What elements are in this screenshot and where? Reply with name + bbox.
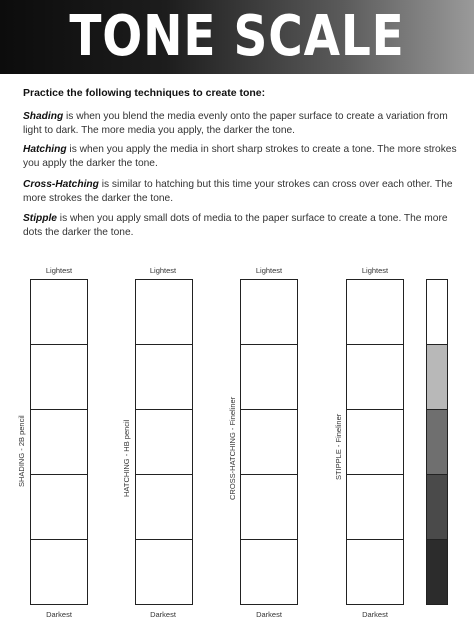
technique-term: Cross-Hatching [23,179,99,190]
column-side-label: CROSS-HATCHING - Fineliner [228,396,237,500]
tone-cell[interactable] [31,410,87,475]
tone-cell[interactable] [241,280,297,345]
column-top-label: Lightest [45,266,73,275]
column-side-label: HATCHING - HB pencil [122,419,131,497]
tone-cell[interactable] [136,345,192,410]
shading-tone-column[interactable] [30,279,88,605]
reference-grey-scale [426,279,448,605]
technique-shading [23,110,459,137]
tone-cell[interactable] [136,280,192,345]
page-title: TONE SCALE [69,4,405,69]
grey-swatch [427,540,447,604]
tone-cell[interactable] [31,345,87,410]
column-side-label: STIPPLE - Fineliner [334,413,343,480]
tone-cell[interactable] [136,475,192,540]
tone-cell[interactable] [347,410,403,475]
column-bottom-label: Darkest [256,610,282,619]
tone-cell[interactable] [31,280,87,345]
grey-swatch [427,280,447,345]
tone-cell[interactable] [31,540,87,604]
stipple-tone-column[interactable] [346,279,404,605]
column-top-label: Lightest [361,266,389,275]
cross-hatching-tone-column[interactable] [240,279,298,605]
intro-heading: Practice the following techniques to create tone: [23,87,266,99]
tone-cell[interactable] [347,540,403,604]
hatching-tone-column[interactable] [135,279,193,605]
technique-description: is when you blend the media evenly onto the paper surface to create a variation from light to dark. The more media you apply, the darker the tone. [23,111,448,136]
technique-stipple [23,212,459,239]
grey-swatch [427,475,447,540]
technique-term: Shading [23,111,64,122]
tone-cell[interactable] [136,540,192,604]
column-side-label: SHADING - 2B pencil [17,415,26,487]
column-top-label: Lightest [149,266,177,275]
tone-cell[interactable] [241,410,297,475]
technique-description: is when you apply the media in short sharp strokes to create a tone. The more strokes you apply the darker the tone. [23,144,457,169]
technique-description: is similar to hatching but this time your strokes can cross over each other. The more strokes the darker the tone. [23,179,453,204]
column-bottom-label: Darkest [150,610,176,619]
tone-cell[interactable] [241,540,297,604]
grey-swatch [427,410,447,475]
tone-cell[interactable] [241,475,297,540]
tone-cell[interactable] [347,280,403,345]
grey-swatch [427,345,447,410]
technique-description: is when you apply small dots of media to the paper surface to create a tone. The more dots the darker the tone. [23,213,448,238]
tone-cell[interactable] [347,345,403,410]
tone-cell[interactable] [241,345,297,410]
column-top-label: Lightest [255,266,283,275]
technique-hatching [23,143,459,170]
tone-cell[interactable] [31,475,87,540]
technique-term: Stipple [23,213,57,224]
technique-cross-hatching [23,178,459,205]
tone-cell[interactable] [136,410,192,475]
column-bottom-label: Darkest [362,610,388,619]
column-bottom-label: Darkest [46,610,72,619]
tone-cell[interactable] [347,475,403,540]
technique-term: Hatching [23,144,67,155]
